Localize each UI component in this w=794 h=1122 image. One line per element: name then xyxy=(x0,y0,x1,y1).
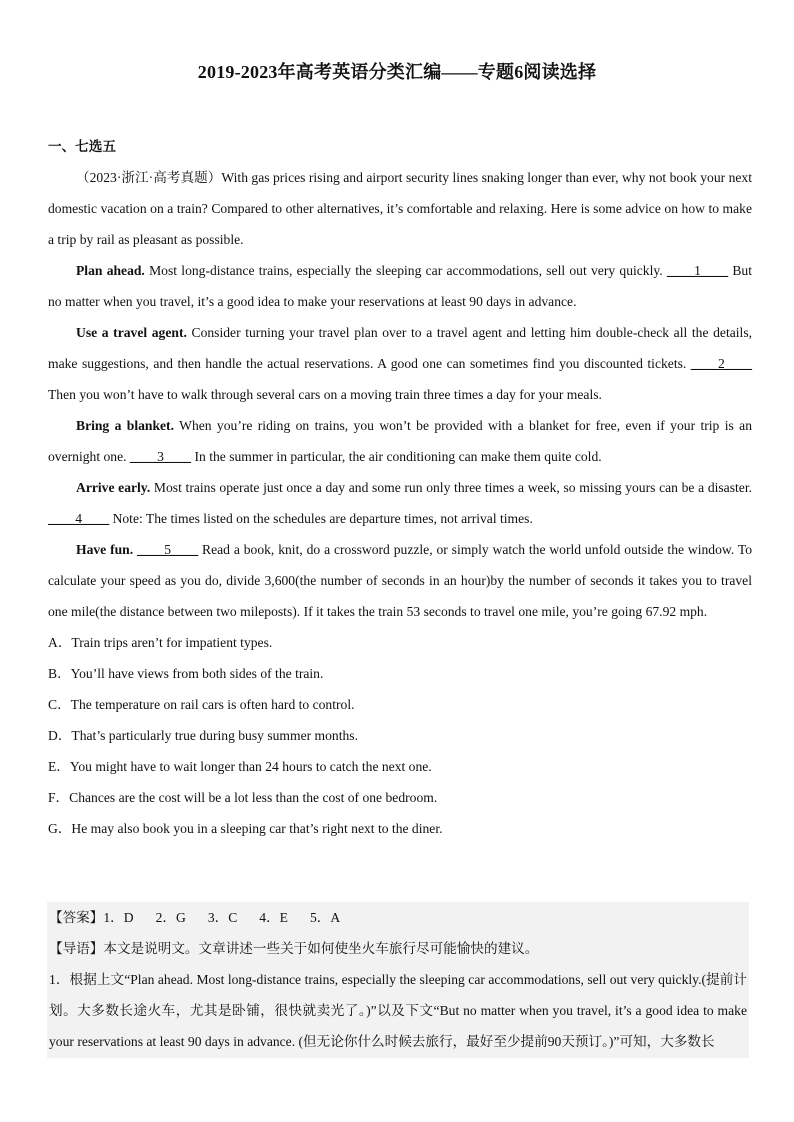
paragraph-blanket xyxy=(48,410,752,472)
explanation-1: 1．根据上文“Plan ahead. Most long-distance trains, especially the sleeping car accommodations, sell out very quickly.(提前计划。大多数长途火车，尤其是卧铺，很快就卖光了。)”以及下文“But no matter when you travel, it’s a good idea to make your reservations at least 90 days in advance. (但无论你什么时候去旅行，最好至少提前90天预订。)”可知，大多数长 xyxy=(49,972,747,1049)
paragraph-heading: Use a travel agent. xyxy=(76,325,187,340)
paragraph-text: Then you won’t have to walk through several cars on a moving train three times a day for your meals. xyxy=(48,387,602,402)
option-a: A．Train trips aren’t for impatient types. xyxy=(48,635,273,650)
blank-3: ____3____ xyxy=(129,449,192,464)
answer-key: 3．C xyxy=(207,910,238,925)
option-e: E．You might have to wait longer than 24 hours to catch the next one. xyxy=(48,759,432,774)
option-b: B．You’ll have views from both sides of the train. xyxy=(48,666,324,681)
paragraph-heading: Arrive early. xyxy=(76,480,151,495)
blank-1: ____1____ xyxy=(666,263,729,278)
answer-key: 1．D xyxy=(103,910,134,925)
answer-key: 5．A xyxy=(309,910,341,925)
answer-panel xyxy=(47,902,749,1058)
intro-text: With gas prices rising and airport security lines snaking longer than ever, why not book your next domestic vacation on a train? Compared to other alternatives, it’s comfortable and relaxing. Here is some advice on how to make a trip by rail as pleasant as possible. xyxy=(48,170,753,247)
intro-paragraph xyxy=(48,162,752,255)
answer-key: 2．G xyxy=(155,910,186,925)
question-section xyxy=(48,131,752,844)
guide-label: 【导语】 xyxy=(49,941,104,956)
paragraph-text: In the summer in particular, the air conditioning can make them quite cold. xyxy=(191,449,602,464)
paragraph-heading: Bring a blanket. xyxy=(76,418,174,433)
paragraph-have-fun xyxy=(48,534,752,627)
answer-key: 4．E xyxy=(259,910,288,925)
paragraph-text: Most trains operate just once a day and some run only three times a week, so missing yours can be a disaster. xyxy=(150,480,752,495)
document-title: 2019-2023年高考英语分类汇编——专题6阅读选择 xyxy=(197,62,597,82)
blank-4: ____4____ xyxy=(48,511,110,526)
paragraph-text: Read a book, knit, do a crossword puzzle, or simply watch the world unfold outside the window. To calculate your speed as you do, divide 3,600(the number of seconds in an hour)by the number of seconds it takes you to travel one mile(the distance between two mileposts). If it takes the train 53 seconds to travel one mile, you’re going 67.92 mph. xyxy=(48,542,752,619)
paragraph-text: Most long-distance trains, especially the sleeping car accommodations, sell out very quickly. xyxy=(144,263,667,278)
option-f: F．Chances are the cost will be a lot less than the cost of one bedroom. xyxy=(48,790,438,805)
blank-5: ____5____ xyxy=(137,542,199,557)
intro-source: （2023·浙江·高考真题） xyxy=(76,170,222,185)
answer-label: 【答案】 xyxy=(49,910,104,925)
guide-line xyxy=(49,933,747,964)
paragraph-plan-ahead xyxy=(48,255,752,317)
option-c: C．The temperature on rail cars is often hard to control. xyxy=(48,697,355,712)
paragraph-travel-agent xyxy=(48,317,752,410)
option-g: G．He may also book you in a sleeping car that’s right next to the diner. xyxy=(48,821,443,836)
blank-2: ____2____ xyxy=(690,356,752,371)
paragraph-text: Note: The times listed on the schedules are departure times, not arrival times. xyxy=(109,511,533,526)
answer-keys xyxy=(49,902,747,933)
paragraph-text: When you’re riding on trains, you won’t be provided with a blanket for free, even if your trip is an overnight one. xyxy=(48,418,752,464)
option-d: D．That’s particularly true during busy summer months. xyxy=(48,728,358,743)
paragraph-text: But no matter when you travel, it’s a good idea to make your reservations at least 90 days in advance. xyxy=(48,263,753,309)
paragraph-arrive-early xyxy=(48,472,752,534)
paragraph-text: Consider turning your travel plan over to a travel agent and letting him double-check all the details, make suggestions, and then handle the actual reservations. A good one can sometimes find you discounted tickets. xyxy=(48,325,753,371)
section-heading: 一、七选五 xyxy=(48,139,116,154)
guide-text: 本文是说明文。文章讲述一些关于如何使坐火车旅行尽可能愉快的建议。 xyxy=(103,941,539,956)
paragraph-heading: Plan ahead. xyxy=(76,263,145,278)
paragraph-heading: Have fun. xyxy=(76,542,134,557)
